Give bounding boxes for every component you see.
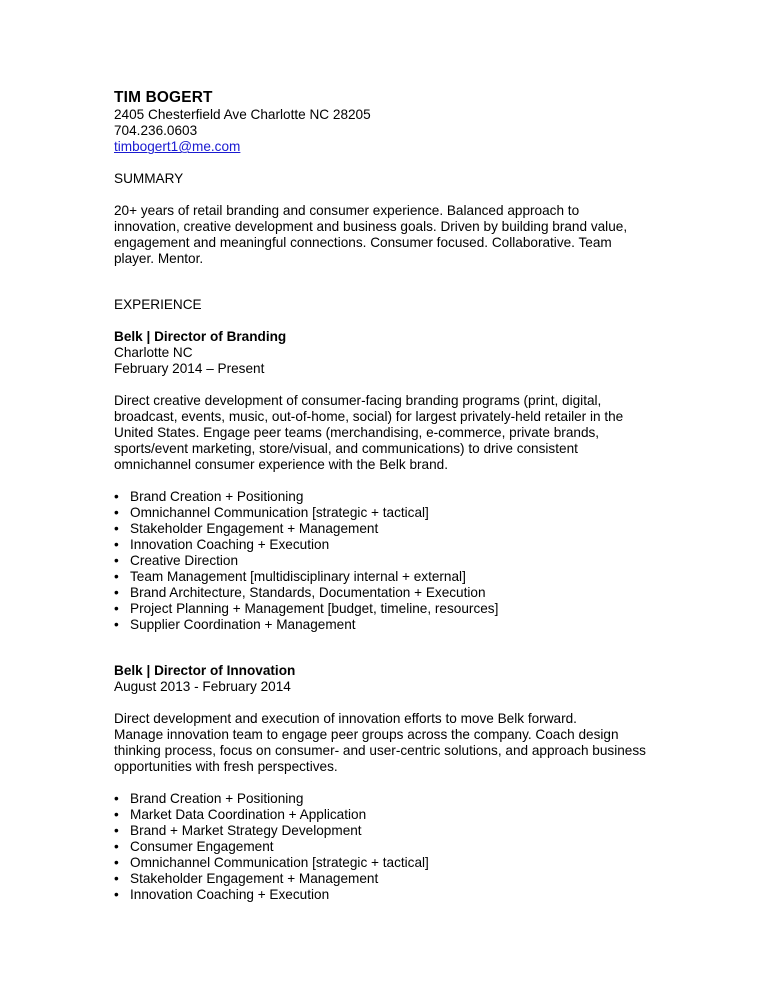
job-location: Charlotte NC: [114, 345, 193, 360]
bullet-icon: •: [114, 839, 119, 854]
description-line: Direct creative development of consumer-facing branding programs (print, digital,: [114, 393, 602, 408]
address: 2405 Chesterfield Ave Charlotte NC 28205: [114, 107, 371, 122]
list-item: • Omnichannel Communication [strategic + tactical]: [114, 855, 429, 870]
phone: 704.236.0603: [114, 123, 198, 138]
list-item: • Stakeholder Engagement + Management: [114, 521, 379, 536]
list-item: • Brand Architecture, Standards, Documentation + Execution: [114, 585, 486, 600]
job-dates: February 2014 – Present: [114, 361, 265, 376]
description-line: Direct development and execution of innovation efforts to move Belk forward.: [114, 711, 577, 726]
list-item: • Brand + Market Strategy Development: [114, 823, 362, 838]
candidate-name: TIM BOGERT: [114, 89, 213, 106]
description-line: broadcast, events, music, out-of-home, social) for largest privately-held retailer in the: [114, 409, 624, 424]
bullet-icon: •: [114, 553, 119, 568]
email-link[interactable]: timbogert1@me.com: [114, 139, 241, 154]
job-description: [114, 711, 674, 775]
description-line: United States. Engage peer teams (merchandising, e-commerce, private brands,: [114, 425, 600, 440]
bullet-icon: •: [114, 521, 119, 536]
list-item: • Consumer Engagement: [114, 839, 274, 854]
bullet-icon: •: [114, 791, 119, 806]
summary-text: [114, 203, 674, 267]
job-description: [114, 393, 674, 473]
summary-heading: SUMMARY: [114, 171, 184, 186]
list-item: • Team Management [multidisciplinary internal + external]: [114, 569, 466, 584]
job-title: Belk | Director of Innovation: [114, 663, 296, 678]
bullet-icon: •: [114, 807, 119, 822]
description-line: sports/event marketing, store/visual, and communications) to drive consistent: [114, 441, 578, 456]
job-dates: August 2013 - February 2014: [114, 679, 291, 694]
bullet-icon: •: [114, 617, 119, 632]
list-item: • Market Data Coordination + Application: [114, 807, 367, 822]
job-title: Belk | Director of Branding: [114, 329, 287, 344]
list-item: • Supplier Coordination + Management: [114, 617, 356, 632]
description-line: opportunities with fresh perspectives.: [114, 759, 338, 774]
bullet-icon: •: [114, 489, 119, 504]
skills-list: [114, 489, 674, 633]
summary-line: engagement and meaningful connections. Consumer focused. Collaborative. Team: [114, 235, 612, 250]
bullet-icon: •: [114, 585, 119, 600]
list-item: • Innovation Coaching + Execution: [114, 887, 330, 902]
job-entry: [114, 663, 674, 903]
description-line: omnichannel consumer experience with the Belk brand.: [114, 457, 448, 472]
bullet-icon: •: [114, 569, 119, 584]
description-line: thinking process, focus on consumer- and user-centric solutions, and approach business: [114, 743, 646, 758]
list-item: • Brand Creation + Positioning: [114, 489, 304, 504]
list-item: • Project Planning + Management [budget, timeline, resources]: [114, 601, 499, 616]
resume-page: [114, 89, 674, 903]
summary-line: 20+ years of retail branding and consumer experience. Balanced approach to: [114, 203, 580, 218]
list-item: • Brand Creation + Positioning: [114, 791, 304, 806]
bullet-icon: •: [114, 855, 119, 870]
bullet-icon: •: [114, 871, 119, 886]
list-item: • Creative Direction: [114, 553, 239, 568]
skills-list: [114, 791, 674, 903]
bullet-icon: •: [114, 601, 119, 616]
job-entry: [114, 329, 674, 633]
description-line: Manage innovation team to engage peer groups across the company. Coach design: [114, 727, 619, 742]
experience-heading: EXPERIENCE: [114, 297, 202, 312]
bullet-icon: •: [114, 887, 119, 902]
bullet-icon: •: [114, 537, 119, 552]
list-item: • Stakeholder Engagement + Management: [114, 871, 379, 886]
bullet-icon: •: [114, 505, 119, 520]
list-item: • Omnichannel Communication [strategic + tactical]: [114, 505, 429, 520]
list-item: • Innovation Coaching + Execution: [114, 537, 330, 552]
summary-line: player. Mentor.: [114, 251, 204, 266]
bullet-icon: •: [114, 823, 119, 838]
summary-line: innovation, creative development and business goals. Driven by building brand value,: [114, 219, 628, 234]
